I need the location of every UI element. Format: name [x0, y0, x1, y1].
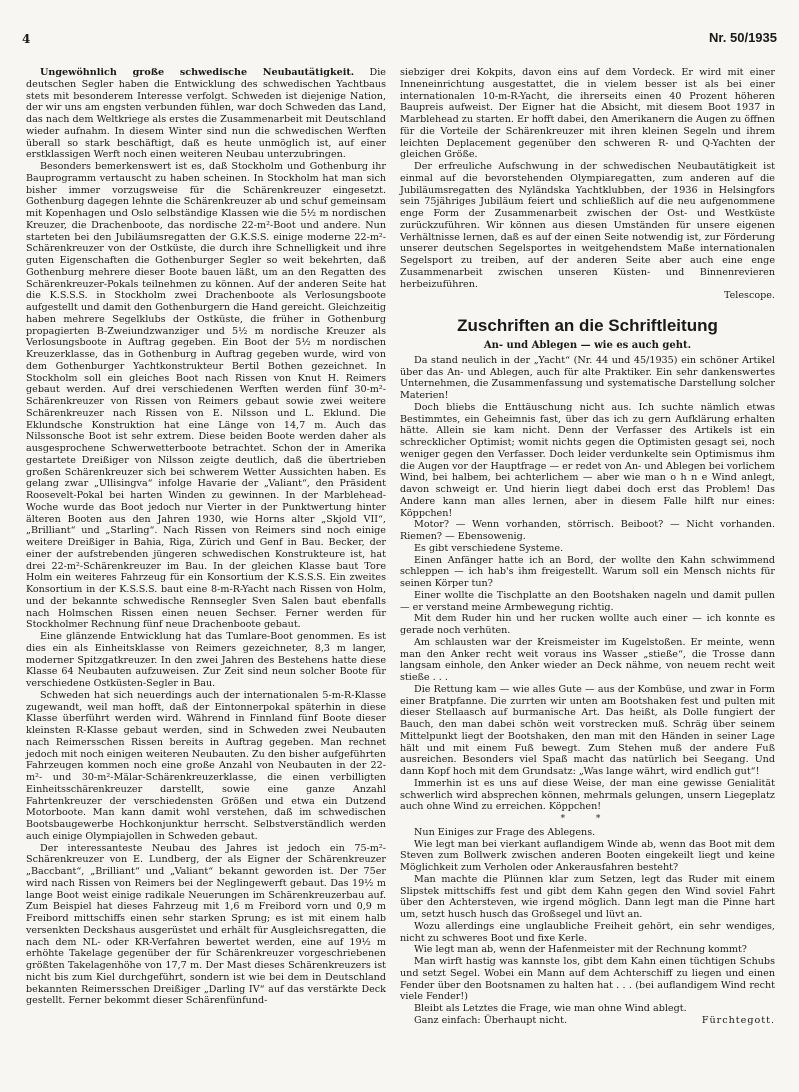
letter-paragraph: Wie legt man ab, wenn der Hafenmeister mit der Rechnung kommt?: [414, 944, 747, 956]
letter-paragraph: Immerhin ist es uns auf diese Weise, der man eine gewisse Genialität schwerlich wird absprechen können, mehrmals gelungen, unsern Liegeplatz auch ohne Wind zu erreichen. Köppchen!: [400, 777, 775, 813]
left-column: [26, 67, 386, 1007]
article-leadin: Ungewöhnlich große schwedische Neubautätigkeit.: [40, 67, 355, 78]
letter-signature: Fürchtegott.: [701, 1014, 775, 1026]
letter-paragraph: Man machte die Plünnen klar zum Setzen, legt das Ruder mit einem Slipstek mittschiffs fest und gibt dem Kahn gegen den Wind soviel Fahrt über den Achtersteven, wie irgend möglich. Dann legt man die Pinne hart um, setzt husch husch das Großsegel und lüvt an.: [400, 873, 775, 920]
letter-paragraph: Mit dem Ruder hin und her rucken wollte auch einer — ich konnte es gerade noch verhüten.: [400, 613, 775, 636]
letter-paragraph: Einen Anfänger hatte ich an Bord, der wollte den Kahn schwimmend schleppen — ich hab's ihm freigestellt. Warum soll ein Mensch nichts für seinen Körper tun?: [400, 554, 775, 589]
article-paragraph: Besonders bemerkenswert ist es, daß Stockholm und Gothenburg ihr Bauprogramm vertauscht zu haben scheinen. In Stockholm hat man sich bisher immer vorzugsweise für die Schärenkreuzer eingesetzt. Gothenburg dagegen lehnte die Schärenkreuzer ab und schuf gemeinsam mit Kopenhagen und Oslo selbständige Klassen wie die 5½ m nordischen Kreuzer, die Drachenboote, das nordische 22-m²-Boot und andere. Nun starteten bei den Jubiläumsregatten der G.K.S.S. einige moderne 22-m²-Schärenkreuzer von der Ostküste, die durch ihre Schnelligkeit und ihre guten Eigenschaften die Gothenburger Segler so weit bekehrten, daß Gothenburg mehrere dieser Boote bauen läßt, um an den Regatten des Schärenkreuzer-Pokals teilnehmen zu können. Auf der anderen Seite hat die K.S.S.S. in Stockholm zwei Drachenboote als Verlosungsboote aufgestellt und damit den Gothenburgern die Hand gereicht. Gleichzeitig haben mehrere Segelklubs der Ostküste, die früher in Gothenburg propagierten B-Zweiundzwanziger und 5½ m nordische Kreuzer als Verlosungsboote in Auftrag gegeben. Ein Boot der 5½ m nordischen Kreuzerklasse, das in Gothenburg in Auftrag gegeben wurde, wird von dem Gothenburger Yachtkonstrukteur Bertil Bothen gezeichnet. In Stockholm soll ein gleiches Boot nach Rissen von Knut H. Reimers gebaut werden. Auf drei verschiedenen Werften werden fünf 30-m²-Schärenkreuzer von Rissen von Reimers gebaut sowie zwei weitere Schärenkreuzer nach Rissen von E. Nilsson und L. Eklund. Die Eklundsche Konstruktion hat eine Länge von 14,7 m. Auch das Nilssonsche Boot ist sehr extrem. Diese beiden Boote werden daher als ausgesprochene Schwerwetterboote betrachtet. Schon der in Amerika gestartete Dreißiger von Nilsson zeigte deutlich, daß die übertrieben großen Schärenkreuzer sich bei schwerem Wetter Aussichten haben. Es gelang zwar „Ullisingva“ infolge Havarie der „Valiant“, den Präsident Roosevelt-Pokal bei harten Winden zu gewinnen. In der Marblehead-Woche wurde das Boot jedoch nur Vierter in der Punktwertung hinter älteren Booten aus den Jahren 1930, wie Horns alter „Skjold VII“, „Brilliant“ und „Starling“. Nach Rissen von Reimers sind noch einige weitere Dreißiger in Bahia, Riga, Zürich und Genf in Bau. Becker, der einer der aufstrebenden jüngeren schwedischen Konstrukteure ist, hat drei 22-m²-Schärenkreuzer im Bau. In der gleichen Klasse baut Tore Holm ein weiteres Fahrzeug für ein Konsortium der K.S.S.S. Ein zweites Konsortium in der K.S.S.S. baut eine 8-m-R-Yacht nach Rissen von Holm, und der bekannte schwedische Rennsegler Sven Salen baut ebenfalls nach Holmschen Rissen einen neuen Sechser. Ferner werden für Stockholmer Rechnung fünf neue Drachenboote gebaut.: [26, 161, 386, 631]
letter-paragraph: Man wirft hastig was kannste los, gibt dem Kahn einen tüchtigen Schubs und setzt Segel. Wobei ein Mann auf dem Achterschiff zu liegen und einen Fender über den Bootsnamen zu halten hat . . . (bei auflandigem Wind recht viele Fender!): [400, 956, 775, 1003]
letter-paragraph: Am schlausten war der Kreismeister im Kugelstoßen. Er meinte, wenn man den Anker recht weit voraus ins Wasser „stieße“, die Trosse dann langsam einhole, den Anker wieder an Deck nähme, von neuem recht weit stieße . . .: [400, 636, 775, 683]
letter-paragraph: Nun Einiges zur Frage des Ablegens.: [414, 826, 596, 838]
letter-paragraph: Wie legt man bei vierkant auflandigem Winde ab, wenn das Boot mit dem Steven zum Bollwerk zwischen anderen Booten eingekeilt liegt und keine Möglichkeit zum Verholen oder Ankerausfahren besteht?: [400, 838, 775, 873]
letter-paragraph: Es gibt verschiedene Systeme.: [414, 542, 564, 554]
letter-paragraph: Einer wollte die Tischplatte an den Bootshaken nageln und damit pullen — er verstand meine Armbewegung richtig.: [400, 589, 775, 613]
article-signature: Telescope.: [723, 290, 775, 302]
article-paragraph: Eine glänzende Entwicklung hat das Tumlare-Boot genommen. Es ist dies ein als Einheitsklasse von Reimers gezeichneter, 8,3 m langer, moderner Spitzgatkreuzer. In den zwei Jahren des Bestehens hatte diese Klasse 64 Neubauten aufzuweisen. Zur Zeit sind neun solcher Boote für verschiedene Ostküsten-Segler in Bau.: [26, 631, 386, 689]
letter-paragraph: Wozu allerdings eine unglaubliche Freiheit gehört, ein sehr wendiges, nicht zu schweres Boot und fixe Kerle.: [400, 920, 775, 944]
right-column: [400, 67, 775, 1027]
section-separator: * *: [560, 814, 615, 824]
article-continuation: siebziger drei Kokpits, davon eins auf dem Vordeck. Er wird mit einer Inneneinrichtung ausgestattet, die in vielem besser ist als bei einer internationalen 10-m-R-Yacht, die ihrerseits einen 40 Prozent höheren Baupreis aufweist. Der Eigner hat die Absicht, mit diesem Boot 1937 in Marblehead zu starten. Er hofft dabei, den Amerikanern die Augen zu öffnen für die Vorteile der Schärenkreuzer mit ihren kleinen Segeln und ihrem leichten Deplacement gegenüber den schweren R- und Q-Yachten der gleichen Größe.: [400, 67, 775, 161]
page-header: [22, 30, 777, 50]
letter-paragraph: Bleibt als Letztes die Frage, wie man ohne Wind ablegt.: [414, 1003, 687, 1014]
issue-number: Nr. 50/1935: [709, 30, 777, 45]
section-heading: Zuschriften an die Schriftleitung: [457, 316, 718, 335]
letter-paragraph: Motor? — Wenn vorhanden, störrisch. Beiboot? — Nicht vorhanden. Riemen? — Ebensowenig.: [400, 519, 775, 542]
letter-title: An- und Ablegen — wie es auch geht.: [483, 340, 692, 351]
page-number: 4: [22, 32, 31, 46]
letter-paragraph: Doch bliebs die Enttäuschung nicht aus. Ich suchte nämlich etwas Bestimmtes, ein Geheimnis fast, über das ich zu gern Aufklärung erhalten hätte. Allein sie kam nicht. Denn der Verfasser des Artikels ist ein schrecklicher Optimist; womit nichts gegen die Optimisten gesagt sei, noch weniger gegen den Verfasser. Doch leider verdunkelte sein Optimismus ihm die Augen vor der Hauptfrage — er redet von An- und Ablegen bei vorlichem Wind, bei halbem, bei achterlichem — aber wie man o h n e Wind anlegt, davon schweigt er. Und hierin liegt dabei doch erst das Problem! Das Andere kann man alles lernen, aber in diesem Falle hilft nur eines: Köppchen!: [400, 401, 775, 519]
article-paragraph: Der erfreuliche Aufschwung in der schwedischen Neubautätigkeit ist einmal auf die bevorstehenden Olympiaregatten, zum anderen auf die Jubiläumsregatten des Nyländska Yachtklubben, der 1936 in Helsingfors sein 75jähriges Jubiläum feiert und schließlich auf die neu aufgenommene enge Form der Zusammenarbeit zwischen der Ost- und Westküste zurückzuführen. Wir können aus diesen Umständen für unsere eigenen Verhältnisse lernen, daß es auf der einen Seite notwendig ist, zur Förderung unserer deutschen Segelsportes in weitgehendstem Maße internationalen Segelsport zu treiben, auf der anderen Seite aber auch eine enge Zusammenarbeit zwischen unseren Küsten- und Binnenrevieren herbeizuführen.: [400, 161, 775, 290]
letter-paragraph: Die Rettung kam — wie alles Gute — aus der Kombüse, und zwar in Form einer Bratpfanne. Die zurrten wir unten am Bootshaken fest und pulten mit dieser Stellaasch auf burmanische Art. Das heißt, als Dolle fungiert der Bauch, den man dabei schön weit vorstrecken muß. Schräg über seinem Mittelpunkt liegt der Bootshaken, den man mit den Händen in seiner Lage hält und mit einem Fuß bewegt. Zum Stehen muß der andere Fuß ausreichen. Besonders viel Spaß macht das natürlich bei Seegang. Und dann Kopf hoch mit dem Grundsatz: „Was lange währt, wird endlich gut“!: [400, 683, 775, 777]
letter-paragraph: Da stand neulich in der „Yacht“ (Nr. 44 und 45/1935) ein schöner Artikel über das An- und Ablegen, auch für alte Praktiker. Ein sehr dankenswertes Unternehmen, die Zusammenfassung und systematische Darstellung solcher Materien!: [400, 354, 775, 401]
article-paragraph: Der interessanteste Neubau des Jahres ist jedoch ein 75-m²-Schärenkreuzer von E. Lundberg, der als Eigner der Schärenkreuzer „Baccbant“, „Brilliant“ und „Valiant“ bekannt geworden ist. Der 75er wird nach Rissen von Reimers bei der Neglingewerft gebaut. Das 19½ m lange Boot weist einige radikale Neuerungen im Schärenkreuzerbau auf. Zum Beispiel hat dieses Fahrzeug mit 1,6 m Freibord vorn und 0,9 m Freibord mittschiffs einen sehr starken Sprung; es ist mit einem halb versenkten Deckshaus ausgerüstet und erhält für Ausgleichsregatten, die nach dem NL- oder KR-Verfahren bewertet werden, eine auf 19½ m erhöhte Takelage gegenüber der für Schärenkreuzer vorgeschriebenen größten Takelagenhöhe von 17,7 m. Der Mast dieses Schärenkreuzers ist nicht bis zum Kiel durchgeführt, sondern ist wie bei dem in Deutschland bekannten Reimersschen Dreißiger „Darling IV“ auf das verstärkte Deck gestellt. Ferner bekommt dieser Schärenfünfund-: [26, 842, 386, 1007]
article-paragraph: Ungewöhnlich große schwedische Neubautätigkeit. Die deutschen Segler haben die Entwicklung des schwedischen Yachtbaus stets mit besonderem Interesse verfolgt. Schweden ist diejenige Nation, der wir uns am engsten verbunden fühlen, war doch Schweden das Land, das nach dem Weltkriege als erstes die Zusammenarbeit mit Deutschland wieder aufnahm. In diesem Winter sind nun die schwedischen Werften überall so stark beschäftigt, daß es heute unmöglich ist, auf einer erstklassigen Werft noch einen weiteren Neubau unterzubringen.: [26, 67, 386, 161]
letter-closing: Ganz einfach: Überhaupt nicht. Fürchtegott.: [414, 1014, 775, 1026]
article-paragraph: Schweden hat sich neuerdings auch der internationalen 5-m-R-Klasse zugewandt, weil man hofft, daß der Eintonnerpokal späterhin in diese Klasse überführt werden wird. Während in Finnland fünf Boote dieser kleinsten R-Klasse gebaut werden, sind in Schweden zwei Neubauten nach Reimersschen Rissen bereits in Auftrag gegeben. Man rechnet jedoch mit noch einigen weiteren Neubauten. Zu den bisher aufgeführten Fahrzeugen kommen noch eine große Anzahl von Neubauten in der 22-m²- und 30-m²-Mälar-Schärenkreuzerklasse, die einen verbilligten Einheitsschärenkreuzer darstellt, sowie eine ganze Anzahl Fahrtenkreuzer der verschiedensten Größen und etwa ein Dutzend Motorboote. Man kann damit wohl verstehen, daß im schwedischen Bootsbaugewerbe Hochkonjunktur herrscht. Selbstverständlich werden auch einige Olympiajollen in Schweden gebaut.: [26, 689, 386, 842]
